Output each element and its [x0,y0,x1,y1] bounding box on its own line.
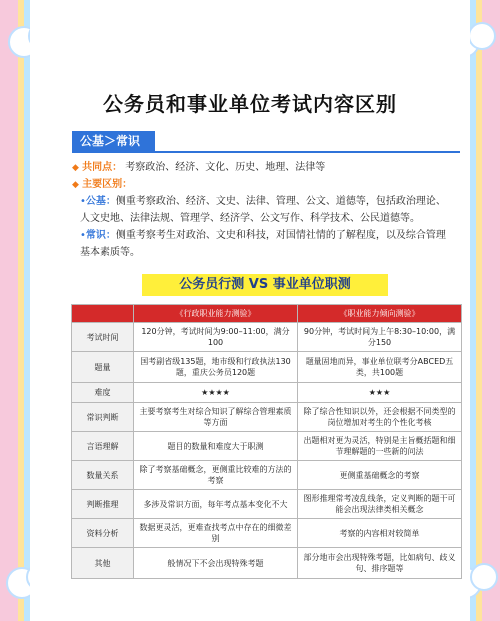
gongji-text-2: 人文史地、法律法规、管理学、经济学、公文写作、科学技术、公民道德等。 [80,213,420,224]
bullet-icon: • [80,196,86,207]
cell-civil-service: 般情况下不会出现特殊考题 [134,548,298,579]
cell-public-institution: 出题相对更为灵活，特别是主旨概括题和细节理解题的一些新的问法 [298,432,462,461]
table-row [72,323,462,352]
bullet-icon: • [80,230,86,241]
table-row [72,383,462,403]
main-diff-label: 主要区别 [82,179,123,190]
changshi-label: 常识 [85,230,106,241]
cell-public-institution: ★★★ [298,383,462,403]
cell-civil-service: 120分钟，考试时间为9:00–11:00，满分100 [134,323,298,352]
cell-civil-service: 数据更灵活，更难查找考点中存在的细微差别 [134,519,298,548]
diamond-bullet-icon: ◆ [72,163,79,173]
row-label: 判断推理 [72,490,134,519]
common-point-text: 考察政治、经济、文化、历史、地理、法律等 [125,162,326,173]
cell-civil-service: 题目的数量和难度大于职测 [134,432,298,461]
gongji-text-1: 侧重考察政治、经济、文史、法律、管理、公文、道德等，包括政治理论、 [115,196,446,207]
content-card [30,10,470,611]
row-label: 其他 [72,548,134,579]
cell-civil-service: 多涉及常识方面，每年考点基本变化不大 [134,490,298,519]
row-label: 题量 [72,352,134,383]
section-tag: 公基＞常识 [72,131,155,151]
section-divider [72,151,460,153]
table-row [72,432,462,461]
colon: ： [122,179,133,190]
colon: ： [105,196,116,207]
cell-public-institution: 图形推理常考凌乱线条，定义判断的题干可能会出现法律类相关概念 [298,490,462,519]
cell-public-institution: 更侧重基础概念的考察 [298,461,462,490]
table-header-corner [72,305,134,323]
table-row [72,352,462,383]
cell-civil-service: ★★★★ [134,383,298,403]
page-title: 公务员和事业单位考试内容区别 [103,92,397,116]
row-label: 难度 [72,383,134,403]
colon: ： [112,162,123,173]
cell-public-institution: 考察的内容相对较简单 [298,519,462,548]
row-label: 言语理解 [72,432,134,461]
table-row [72,519,462,548]
changshi-text-2: 基本素质等。 [80,247,140,258]
table-row [72,403,462,432]
main-diff-line [72,176,132,194]
table-header-row [72,305,462,323]
row-label: 考试时间 [72,323,134,352]
table-row [72,461,462,490]
cell-public-institution: 题量固地而异，事业单位联考分ABCED五类，共100题 [298,352,462,383]
cell-civil-service: 国考副省级135题，地市级和行政执法130题，重庆公务员120题 [134,352,298,383]
table-header-civil-service: 《行政职业能力测验》 [134,305,298,323]
cell-civil-service: 主要考察考生对综合知识了解综合管理素质等方面 [134,403,298,432]
cell-civil-service: 除了考察基础概念，更侧重比较难的方法的考察 [134,461,298,490]
common-point-label: 共同点 [82,162,113,173]
cell-public-institution: 部分地市会出现特殊考题，比如病句、歧义句、排序题等 [298,548,462,579]
comparison-table [71,304,462,579]
table-row [72,548,462,579]
gongji-line-1 [80,193,460,210]
table-header-public-institution: 《职业能力倾向测验》 [298,305,462,323]
cell-public-institution: 90分钟，考试时间为上午8:30–10:00，满分150 [298,323,462,352]
changshi-line-1 [80,227,460,244]
row-label: 常识判断 [72,403,134,432]
cell-public-institution: 除了综合性知识以外，还会根据不同类型的岗位增加对考生的个性化考核 [298,403,462,432]
table-row [72,490,462,519]
gongji-label: 公基 [85,196,106,207]
changshi-text-1: 侧重考察考生对政治、文史和科技，对国情社情的了解程度，以及综合管理 [115,230,446,241]
colon: ： [105,230,116,241]
compare-banner: 公务员行测 VS 事业单位职测 [142,274,388,296]
row-label: 数量关系 [72,461,134,490]
row-label: 资料分析 [72,519,134,548]
diamond-bullet-icon: ◆ [72,180,79,190]
common-point-line [72,159,325,177]
